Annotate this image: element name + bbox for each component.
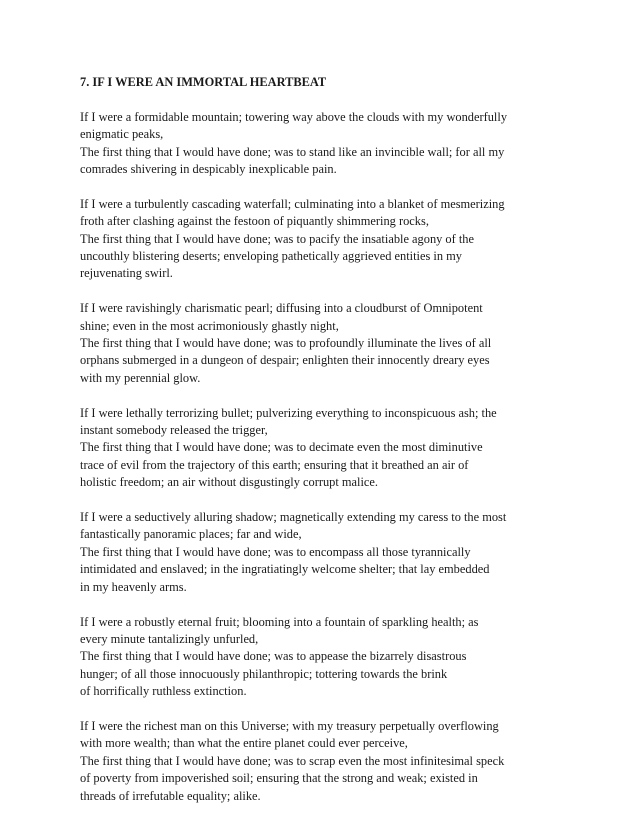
stanza: [80, 109, 558, 179]
poem-line: The first thing that I would have done; was to scrap even the most infinitesimal speck: [80, 753, 505, 768]
poem-line: The first thing that I would have done; was to profoundly illuminate the lives of all: [80, 336, 492, 351]
poem-line: If I were ravishingly charismatic pearl; diffusing into a cloudburst of Omnipotent: [80, 301, 483, 316]
poem-line: The first thing that I would have done; was to decimate even the most diminutive: [80, 440, 483, 455]
poem-line: intimidated and enslaved; in the ingratiatingly welcome shelter; that lay embedded: [80, 562, 490, 577]
poem-line: comrades shivering in despicably inexplicable pain.: [80, 162, 337, 177]
poem-line: The first thing that I would have done; was to appease the bizarrely disastrous: [80, 649, 467, 664]
poem-line: shine; even in the most acrimoniously ghastly night,: [80, 318, 339, 333]
poem-line: uncouthly blistering deserts; enveloping pathetically aggrieved entities in my: [80, 249, 462, 264]
stanza: [80, 196, 558, 283]
poem-line: in my heavenly arms.: [80, 579, 187, 594]
stanza: [80, 614, 558, 701]
poem-line: every minute tantalizingly unfurled,: [80, 631, 259, 646]
poem-line: of horrifically ruthless extinction.: [80, 684, 247, 699]
poem-line: with more wealth; than what the entire planet could ever perceive,: [80, 736, 408, 751]
poem-line: orphans submerged in a dungeon of despair; enlighten their innocently dreary eyes: [80, 353, 490, 368]
poem-line: of poverty from impoverished soil; ensuring that the strong and weak; existed in: [80, 771, 478, 786]
poem-line: threads of irrefutable equality; alike.: [80, 788, 261, 803]
poem-line: holistic freedom; an air without disgustingly corrupt malice.: [80, 475, 378, 490]
poem-line: instant somebody released the trigger,: [80, 423, 268, 438]
stanza: [80, 300, 558, 387]
poem-line: froth after clashing against the festoon of piquantly shimmering rocks,: [80, 214, 429, 229]
poem-line: fantastically panoramic places; far and wide,: [80, 527, 302, 542]
poem-line: rejuvenating swirl.: [80, 266, 173, 281]
stanza: [80, 718, 558, 805]
poem-body: [80, 74, 558, 822]
poem-line: If I were a seductively alluring shadow; magnetically extending my caress to the most: [80, 510, 507, 525]
poem-line: If I were a formidable mountain; towering way above the clouds with my wonderfully: [80, 109, 508, 124]
poem-line: The first thing that I would have done; was to pacify the insatiable agony of the: [80, 231, 474, 246]
poem-line: enigmatic peaks,: [80, 127, 164, 142]
stanza: [80, 405, 558, 492]
poem-line: trace of evil from the trajectory of this earth; ensuring that it breathed an air of: [80, 457, 469, 472]
poem-line: The first thing that I would have done; was to encompass all those tyrannically: [80, 544, 471, 559]
poem-line: If I were a turbulently cascading waterfall; culminating into a blanket of mesmerizing: [80, 196, 505, 211]
poem-line: If I were lethally terrorizing bullet; pulverizing everything to inconspicuous ash; the: [80, 405, 497, 420]
poem-line: If I were the richest man on this Universe; with my treasury perpetually overflowing: [80, 718, 499, 733]
poem-line: hunger; of all those innocuously philanthropic; tottering towards the brink: [80, 666, 448, 681]
poem-line: with my perennial glow.: [80, 370, 201, 385]
poem-line: The first thing that I would have done; was to stand like an invincible wall; for all my: [80, 144, 505, 159]
poem-line: If I were a robustly eternal fruit; blooming into a fountain of sparkling health; as: [80, 614, 479, 629]
stanza: [80, 509, 558, 596]
poem-title: 7. IF I WERE AN IMMORTAL HEARTBEAT: [80, 75, 327, 89]
